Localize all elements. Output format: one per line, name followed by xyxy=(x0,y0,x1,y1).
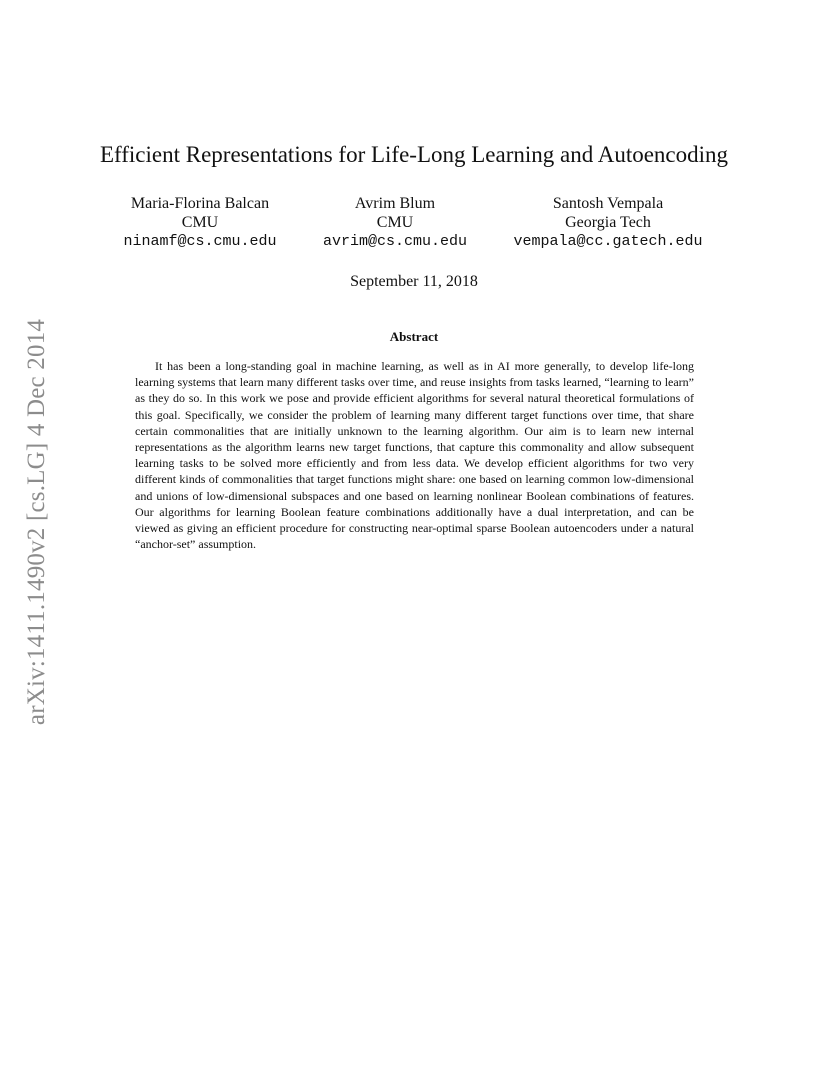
arxiv-side-stamp: arXiv:1411.1490v2 [cs.LG] 4 Dec 2014 xyxy=(23,318,50,726)
author-name: Maria-Florina Balcan xyxy=(130,195,270,212)
author-block-2 xyxy=(323,194,467,251)
author-email: vempala@cc.gatech.edu xyxy=(513,233,703,250)
author-email: ninamf@cs.cmu.edu xyxy=(123,233,277,250)
author-email: avrim@cs.cmu.edu xyxy=(322,233,468,250)
author-affiliation: CMU xyxy=(181,214,219,231)
abstract-heading: Abstract xyxy=(389,329,439,344)
author-block-3 xyxy=(513,194,702,251)
abstract-body: It has been a long-standing goal in machine learning, as well as in AI more generally, to develop life-long learning systems that learn many different tasks over time, and reuse insights from tasks learned, “learning to learn” as they do so. In this work we pose and provide efficient algorithms for several natural theoretical formulations of this goal. Specifically, we consider the problem of learning many different target functions over time, that share certain commonalities that are initially unknown to the learning algorithm. Our aim is to learn new internal representations as the algorithm learns new target functions, that capture this commonality and allow subsequent learning tasks to be solved more efficiently and from less data. We develop efficient algorithms for two very different kinds of commonalities that target functions might share: one based on learning common low-dimensional and unions of low-dimensional subspaces and one based on learning nonlinear Boolean combinations of features. Our algorithms for learning Boolean feature combinations additionally have a dual interpretation, and can be viewed as giving an efficient procedure for constructing near-optimal sparse Boolean autoencoders under a natural “anchor-set” assumption. xyxy=(135,359,694,552)
author-name: Avrim Blum xyxy=(354,195,436,212)
author-affiliation: Georgia Tech xyxy=(565,214,651,231)
author-name: Santosh Vempala xyxy=(552,195,664,212)
paper-date: September 11, 2018 xyxy=(350,273,478,290)
paper-title: Efficient Representations for Life-Long Learning and Autoencoding xyxy=(99,142,729,167)
author-affiliation: CMU xyxy=(376,214,414,231)
author-block-1 xyxy=(123,194,276,251)
